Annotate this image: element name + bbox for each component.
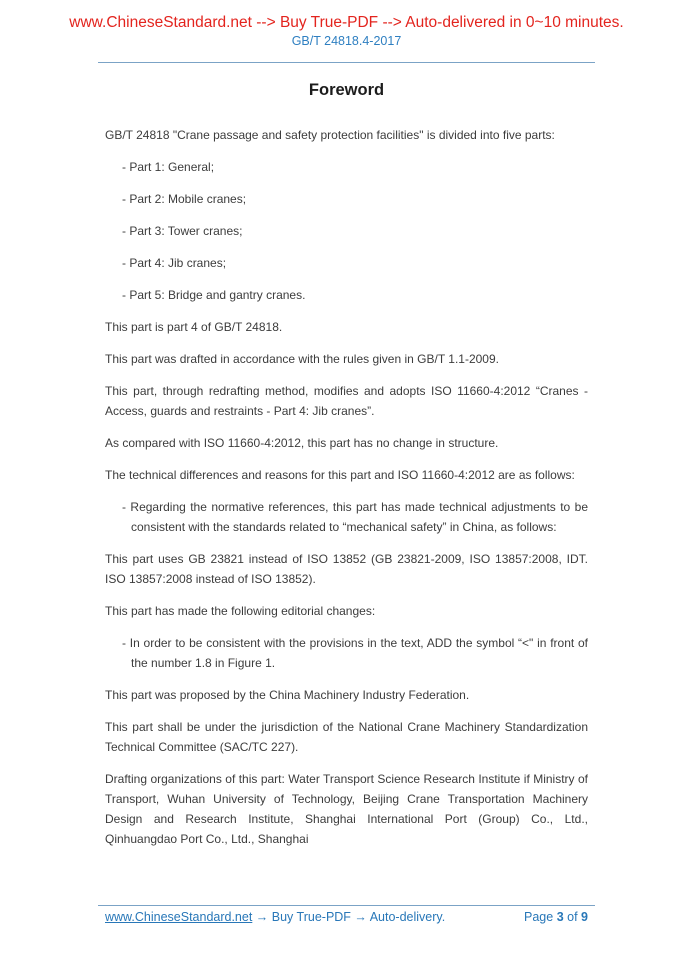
- page-footer: [105, 910, 588, 924]
- paragraph-structure: As compared with ISO 11660-4:2012, this part has no change in structure.: [105, 436, 499, 450]
- page-label: Page: [524, 910, 554, 924]
- list-item-part-4: - Part 4: Jib cranes;: [122, 256, 227, 270]
- list-item-part-5: - Part 5: Bridge and gantry cranes.: [122, 288, 306, 302]
- promo-banner: www.ChineseStandard.net --> Buy True-PDF --> Auto-delivered in 0~10 minutes.: [69, 14, 624, 31]
- list-item-part-2: - Part 2: Mobile cranes;: [122, 192, 247, 206]
- paragraph-part4: This part is part 4 of GB/T 24818.: [105, 320, 283, 334]
- footer-link[interactable]: www.ChineseStandard.net: [105, 910, 253, 924]
- paragraph-gb23821: This part uses GB 23821 instead of ISO 13852 (GB 23821-2009, ISO 13857:2008, IDT. ISO 13857:2008 instead of ISO 13852).: [105, 552, 588, 586]
- footer-left: [105, 910, 445, 924]
- document-body: [105, 125, 588, 861]
- footer-divider: [98, 905, 595, 906]
- of-label: of: [567, 910, 578, 924]
- footer-tagline: → Buy True-PDF → Auto-delivery.: [252, 910, 446, 924]
- paragraph-redrafting: This part, through redrafting method, modifies and adopts ISO 11660-4:2012 “Cranes - Access, guards and restraints - Part 4: Jib cranes”.: [105, 384, 588, 418]
- paragraph-jurisdiction: This part shall be under the jurisdiction of the National Crane Machinery Standardization Technical Committee (SAC/TC 227).: [105, 720, 588, 754]
- page-title: Foreword: [308, 81, 385, 99]
- list-item-part-1: - Part 1: General;: [122, 160, 215, 174]
- list-item-part-3: - Part 3: Tower cranes;: [122, 224, 243, 238]
- page-indicator: [524, 910, 588, 924]
- standard-code: GB/T 24818.4-2017: [291, 34, 402, 48]
- paragraph-intro: GB/T 24818 "Crane passage and safety protection facilities" is divided into five parts:: [105, 128, 555, 142]
- bullet-normative-references: - Regarding the normative references, this part has made technical adjustments to be consistent with the standards related to “mechanical safety” in China, as follows:: [122, 500, 588, 534]
- page-number: 3: [556, 910, 564, 924]
- bullet-add-symbol: - In order to be consistent with the provisions in the text, ADD the symbol “<" in front of the number 1.8 in Figure 1.: [122, 636, 588, 670]
- page-total: 9: [581, 910, 588, 924]
- paragraph-drafting-orgs: Drafting organizations of this part: Water Transport Science Research Institute if Ministry of Transport, Wuhan University of Technology, Beijing Crane Transportation Machinery Design and Research Institute, Shanghai International Port (Group) Co., Ltd., Qinhuangdao Port Co., Ltd., Shanghai: [105, 772, 588, 846]
- paragraph-editorial: This part has made the following editorial changes:: [105, 604, 376, 618]
- paragraph-drafted: This part was drafted in accordance with the rules given in GB/T 1.1-2009.: [105, 352, 499, 366]
- paragraph-proposed: This part was proposed by the China Machinery Industry Federation.: [105, 688, 470, 702]
- paragraph-differences: The technical differences and reasons for this part and ISO 11660-4:2012 are as follows:: [105, 468, 575, 482]
- header-divider: [98, 62, 595, 63]
